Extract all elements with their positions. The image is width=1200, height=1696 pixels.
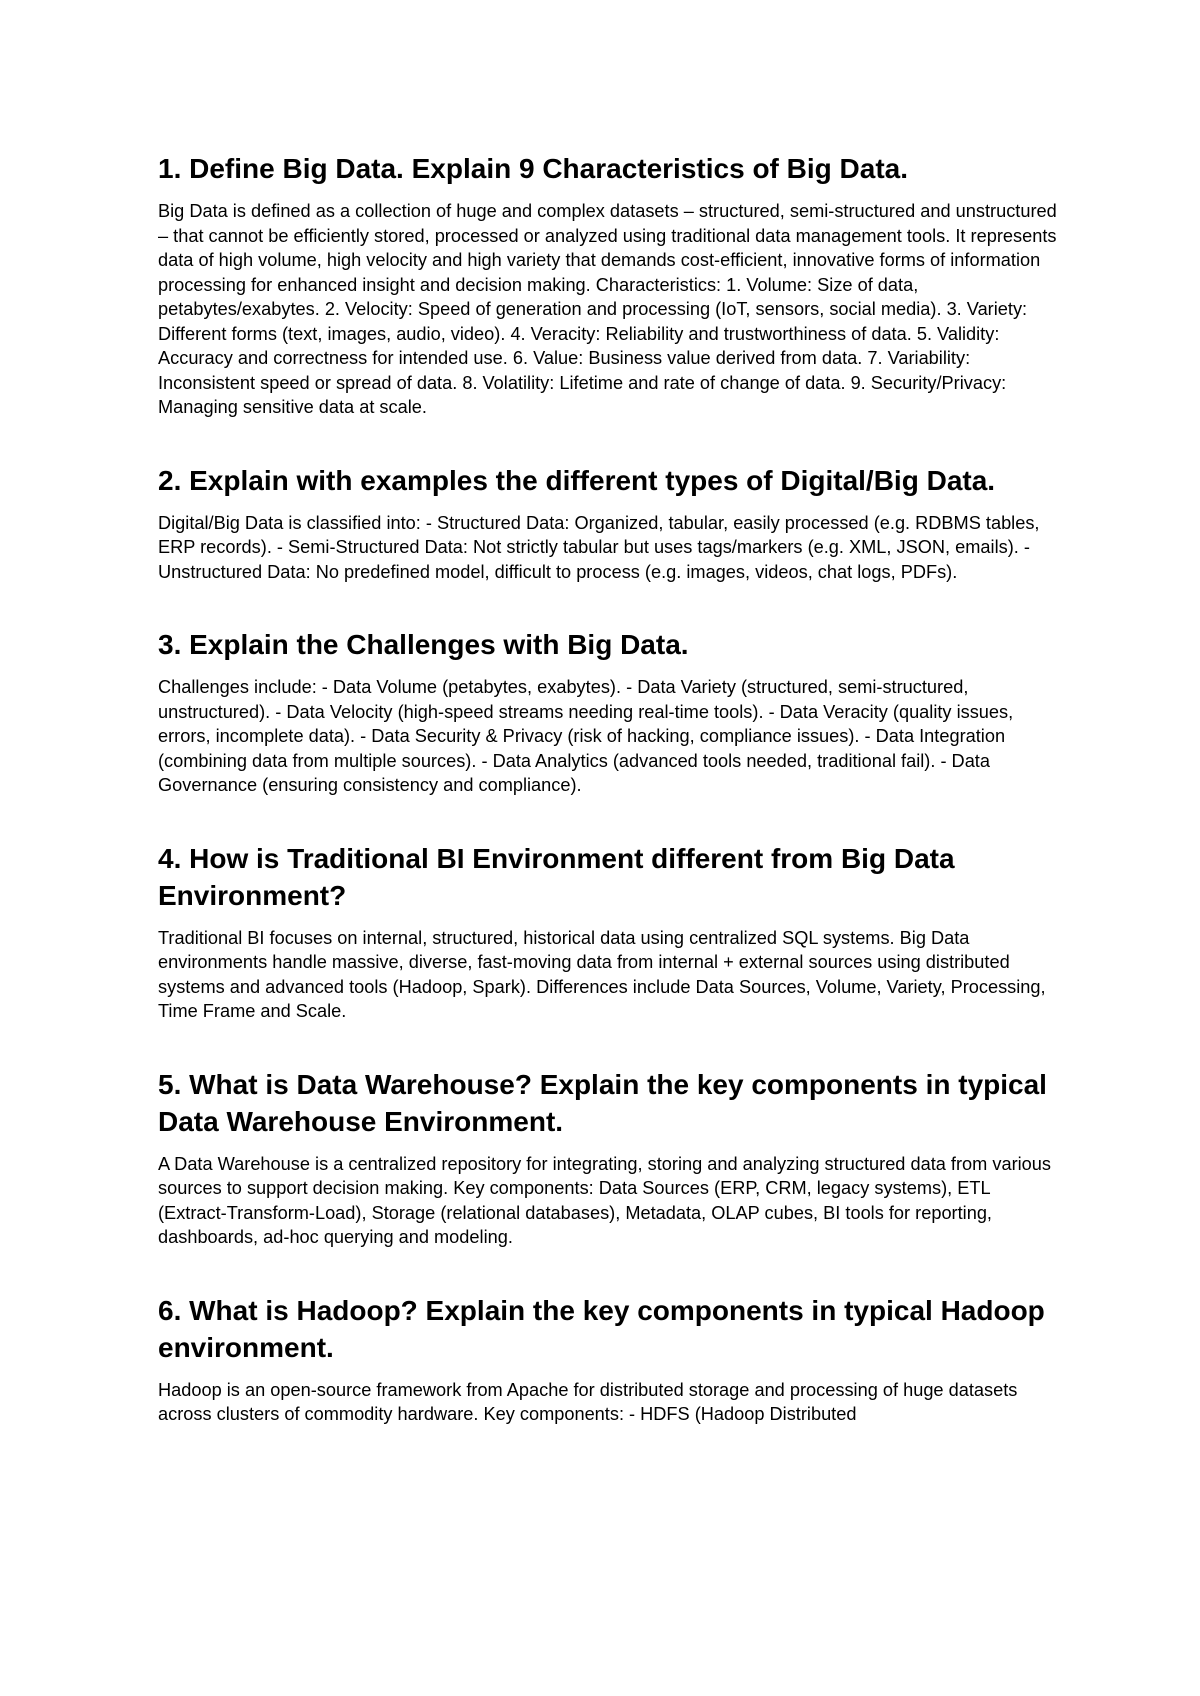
- section-paragraph: Hadoop is an open-source framework from Apache for distributed storage and processing of huge datasets across clusters of commodity hardware. Key components: - HDFS (Hadoop Distributed: [158, 1379, 1018, 1424]
- section-paragraph: Challenges include: - Data Volume (petabytes, exabytes). - Data Variety (structured, semi-structured, unstructured). - Data Velocity (high-speed streams needing real-time tools). - Data Veracity (quality issues, errors, incomplete data). - Data Security & Privacy (risk of hacking, compliance issues). - Data Integration (combining data from multiple sources). - Data Analytics (advanced tools needed, traditional fail). - Data Governance (ensuring consistency and compliance).: [158, 677, 1014, 795]
- section-heading: 3. Explain the Challenges with Big Data.: [158, 629, 689, 660]
- section-heading: 5. What is Data Warehouse? Explain the key components in typical Data Warehouse Environment.: [158, 1068, 1047, 1137]
- section-1: [158, 150, 1058, 420]
- section-heading: 2. Explain with examples the different types of Digital/Big Data.: [158, 464, 996, 496]
- section-paragraph: A Data Warehouse is a centralized repository for integrating, storing and analyzing structured data from various sources to support decision making. Key components: Data Sources (ERP, CRM, legacy systems), ETL (Extract-Transform-Load), Storage (relational databases), Metadata, OLAP cubes, BI tools for reporting, dashboards, ad-hoc querying and modeling.: [158, 1153, 1051, 1247]
- section-paragraph: Traditional BI focuses on internal, structured, historical data using centralized SQL systems. Big Data environments handle massive, diverse, fast-moving data from internal + external sources using distributed systems and advanced tools (Hadoop, Spark). Differences include Data Sources, Volume, Variety, Processing, Time Frame and Scale.: [158, 927, 1046, 1021]
- section-2: [158, 462, 1058, 585]
- section-paragraph: Digital/Big Data is classified into: - Structured Data: Organized, tabular, easily processed (e.g. RDBMS tables, ERP records). - Semi-Structured Data: Not strictly tabular but uses tags/markers (e.g. XML, JSON, emails). - Unstructured Data: No predefined model, difficult to process (e.g. images, videos, chat logs, PDFs).: [158, 512, 1040, 582]
- section-6: [158, 1292, 1058, 1427]
- section-heading: 4. How is Traditional BI Environment different from Big Data Environment?: [158, 842, 955, 911]
- document-page: [158, 150, 1058, 1469]
- section-heading: 6. What is Hadoop? Explain the key components in typical Hadoop environment.: [158, 1294, 1045, 1363]
- section-heading: 1. Define Big Data. Explain 9 Characteristics of Big Data.: [158, 153, 908, 184]
- section-paragraph: Big Data is defined as a collection of huge and complex datasets – structured, semi-structured and unstructured – that cannot be efficiently stored, processed or analyzed using traditional data management tools. It represents data of high volume, high velocity and high variety that demands cost-efficient, innovative forms of information processing for enhanced insight and decision making. Characteristics: 1. Volume: Size of data, petabytes/exabytes. 2. Velocity: Speed of generation and processing (IoT, sensors, social media). 3. Variety: Different forms (text, images, audio, video). 4. Veracity: Reliability and trustworthiness of data. 5. Validity: Accuracy and correctness for intended use. 6. Value: Business value derived from data. 7. Variability: Inconsistent speed or spread of data. 8. Volatility: Lifetime and rate of change of data. 9. Security/Privacy: Managing sensitive data at scale.: [158, 201, 1057, 417]
- section-4: [158, 840, 1058, 1024]
- section-5: [158, 1066, 1058, 1250]
- section-3: [158, 626, 1058, 798]
